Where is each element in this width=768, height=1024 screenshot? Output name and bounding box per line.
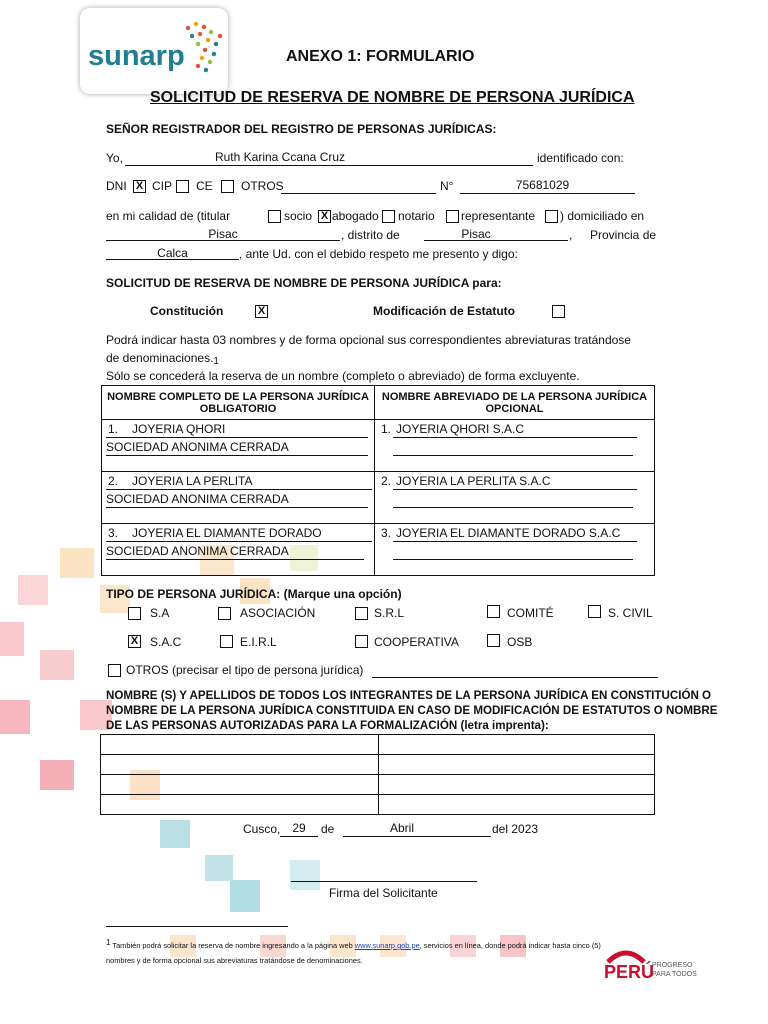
note-line2 [106,351,219,367]
signature-line[interactable] [291,881,477,882]
socio-label: socio [284,209,313,223]
osb-checkbox[interactable] [487,634,500,647]
otros-doc-line [281,193,436,194]
row3-abbr: JOYERIA EL DIAMANTE DORADO S.A.C [396,526,621,540]
otros-doc-label: OTROS [241,179,284,193]
constitucion-checkbox[interactable]: X [255,305,268,318]
date-city: Cusco, [243,822,281,836]
signature-label: Firma del Solicitante [329,886,438,900]
sunarp-logo-icon [178,18,226,78]
representante-checkbox[interactable] [545,210,558,223]
members-cell[interactable] [101,775,379,795]
date-day-field[interactable]: 29 [292,821,306,835]
asociacion-label: ASOCIACIÓN [240,606,316,620]
full-name-cell-2[interactable] [102,472,375,524]
members-cell[interactable] [379,775,655,795]
col1-header-line1: NOMBRE COMPLETO DE LA PERSONA JURÍDICA [107,390,369,403]
footnote-line2: nombres y de forma opcional sus abreviaturas tratándose de denominaciones. [106,956,363,965]
row3-full1: JOYERIA EL DIAMANTE DORADO [132,526,322,540]
row1-abbr-num: 1. [381,422,392,436]
footnote-line1 [106,935,666,953]
dni-label: DNI [106,179,127,193]
note-footnote-ref: 1 [213,356,219,367]
modificacion-checkbox[interactable] [552,305,565,318]
doc-number-label: N° [440,179,454,193]
form-title-part2: DE RESERVA DE NOMBRE DE PERSONA JURÍDICA [236,89,635,106]
members-cell[interactable] [379,735,655,755]
srl-label: S.R.L [374,606,405,620]
comite-label: COMITÉ [507,606,554,620]
note-line3: Sólo se concederá la reserva de un nombre (completo o abreviado) de forma excluyente. [106,369,580,383]
note-line1: Podrá indicar hasta 03 nombres y de forma opcional sus correspondientes abreviaturas tratándose [106,333,631,347]
addressee: SEÑOR REGISTRADOR DEL REGISTRO DE PERSONAS JURÍDICAS: [106,122,497,136]
abogado-box2[interactable] [382,210,395,223]
cip-checkbox[interactable] [176,180,189,193]
row3-abbr-line2 [393,559,633,560]
row2-full2: SOCIEDAD ANONIMA CERRADA [106,492,289,506]
eirl-label: E.I.R.L [240,635,277,649]
row2-abbr-line1 [393,489,637,490]
members-heading [106,688,717,733]
district-field[interactable]: Pisac [461,227,491,241]
footnote-text2: , servicios en línea, donde podrá indicar hasta cinco (5) [419,941,601,950]
domiciliado-label: ) domiciliado en [560,209,645,223]
row1-full2: SOCIEDAD ANONIMA CERRADA [106,440,289,454]
abogado-checkbox[interactable]: X [318,210,331,223]
notario-label: notario [398,209,435,223]
row1-full1: JOYERIA QHORI [132,422,226,436]
comite-checkbox[interactable] [487,605,500,618]
abbr-name-cell-3[interactable] [375,524,655,576]
row3-num: 3. [108,526,119,540]
date-year: del 2023 [492,822,539,836]
row2-num: 2. [108,474,119,488]
members-cell[interactable] [379,795,655,815]
name-line [125,165,533,166]
footnote-link[interactable]: www.sunarp.gob.pe [354,941,420,950]
otros-type-line[interactable] [372,677,658,678]
members-row [101,775,655,795]
names-col1-header [102,386,375,420]
capacity-intro: en mi calidad de (titular [106,209,231,223]
row1-abbr-line1 [393,437,637,438]
district-comma: , [569,228,573,242]
row3-abbr-line1 [393,541,637,542]
doc-number-field[interactable]: 75681029 [515,178,570,192]
sunarp-logo-text: sunarp [88,40,185,72]
row3-full2: SOCIEDAD ANONIMA CERRADA [106,544,289,558]
ce-label: CE [196,179,213,193]
scivil-checkbox[interactable] [588,605,601,618]
form-title-part1: SOLICITUD [150,89,237,106]
abbr-name-cell-2[interactable] [375,472,655,524]
srl-checkbox[interactable] [355,607,368,620]
otros-type-checkbox[interactable] [108,664,121,677]
peru-logo [604,948,704,988]
scivil-label: S. CIVIL [608,606,653,620]
members-table [100,734,655,815]
names-row-2 [102,472,655,524]
row1-line1 [106,437,368,438]
sac-label: S.A.C [150,635,182,649]
sa-checkbox[interactable] [128,607,141,620]
province-label: Provincia de [590,228,657,242]
annex-title: ANEXO 1: FORMULARIO [286,48,475,65]
col1-header-line2: OBLIGATORIO [199,402,277,415]
row2-abbr-line2 [393,507,633,508]
footnote-separator [106,926,288,927]
cooperativa-checkbox[interactable] [355,635,368,648]
members-cell[interactable] [101,795,379,815]
sa-label: S.A [150,606,170,620]
date-month-line [343,836,491,837]
row1-num: 1. [108,422,119,436]
cip-label: CIP [152,179,173,193]
modificacion-label: Modificación de Estatuto [373,304,516,318]
notario-checkbox[interactable] [446,210,459,223]
row2-full1: JOYERIA LA PERLITA [132,474,253,488]
request-heading: SOLICITUD DE RESERVA DE NOMBRE DE PERSONA JURÍDICA para: [106,276,502,290]
row3-line2 [106,559,364,560]
eirl-checkbox[interactable] [220,635,233,648]
col2-header-line1: NOMBRE ABREVIADO DE LA PERSONA JURÍDICA [381,390,648,403]
names-row-3 [102,524,655,576]
row1-abbr: JOYERIA QHORI S.A.C [396,422,525,436]
full-name-cell-3[interactable] [102,524,375,576]
titular-checkbox[interactable] [268,210,281,223]
constitucion-label: Constitución [150,304,224,318]
names-col2-header [375,386,655,420]
date-day-line [280,836,318,837]
row2-abbr-num: 2. [381,474,392,488]
domicile-field[interactable]: Pisac [208,227,238,241]
col2-header-line2: OPCIONAL [485,402,544,415]
capacity-closing: , ante Ud. con el debido respeto me presento y digo: [239,247,518,261]
sunarp-logo [80,8,228,94]
row2-line1 [106,489,372,490]
members-row [101,755,655,775]
asociacion-checkbox[interactable] [218,607,231,620]
dni-checkbox[interactable]: X [133,180,146,193]
abogado-label: abogado [332,209,379,223]
members-row [101,735,655,755]
row2-line2 [106,507,368,508]
entity-type-heading: TIPO DE PERSONA JURÍDICA: (Marque una opción) [106,587,402,601]
otros-type-label: OTROS (precisar el tipo de persona jurídica) [126,663,364,677]
district-label: , distrito de [341,228,400,242]
row1-line2 [106,455,368,456]
province-field[interactable]: Calca [157,246,188,260]
members-row [101,795,655,815]
abbr-name-cell-1[interactable] [375,420,655,472]
members-heading-line3: DE LAS PERSONAS AUTORIZADAS PARA LA FORMALIZACIÓN (letra imprenta): [106,719,549,732]
row3-abbr-num: 3. [381,526,392,540]
osb-label: OSB [507,635,533,649]
doc-number-line [460,193,635,194]
row1-abbr-line2 [393,455,633,456]
members-cell[interactable] [101,755,379,775]
members-cell[interactable] [379,755,655,775]
footnote-text1: También podrá solicitar la reserva de nombre ingresando a la página web [112,941,355,950]
ce-checkbox[interactable] [221,180,234,193]
cooperativa-label: COOPERATIVA [374,635,459,649]
members-heading-line2: NOMBRE DE LA PERSONA JURÍDICA CONSTITUIDA EN CASO DE MODIFICACIÓN DE ESTATUTOS O NOMBRE [106,704,718,717]
full-name-cell-1[interactable] [102,420,375,472]
row2-abbr: JOYERIA LA PERLITA S.A.C [396,474,551,488]
note-line2-text: de denominaciones. [106,351,214,365]
footnote-number: 1 [106,938,111,947]
identified-label: identificado con: [537,151,624,165]
yo-label: Yo, [106,151,123,165]
row3-line1 [106,541,372,542]
representante-label: representante [461,209,536,223]
form-title [150,89,635,107]
footnote [106,935,666,968]
peru-logo-tag2: PARA TODOS [652,971,697,978]
names-row-1 [102,420,655,472]
peru-logo-word: PERÚ [604,962,655,982]
peru-logo-tag1: PROGRESO [652,962,693,969]
sac-checkbox[interactable]: X [128,635,141,648]
names-table [101,385,655,576]
date-month-field[interactable]: Abril [389,821,414,835]
members-heading-line1: NOMBRE (S) Y APELLIDOS DE TODOS LOS INTEGRANTES DE LA PERSONA JURÍDICA EN CONSTITUCIÓN O [106,689,712,702]
members-cell[interactable] [101,735,379,755]
applicant-name-field[interactable]: Ruth Karina Ccana Cruz [214,150,346,164]
date-de: de [321,822,335,836]
